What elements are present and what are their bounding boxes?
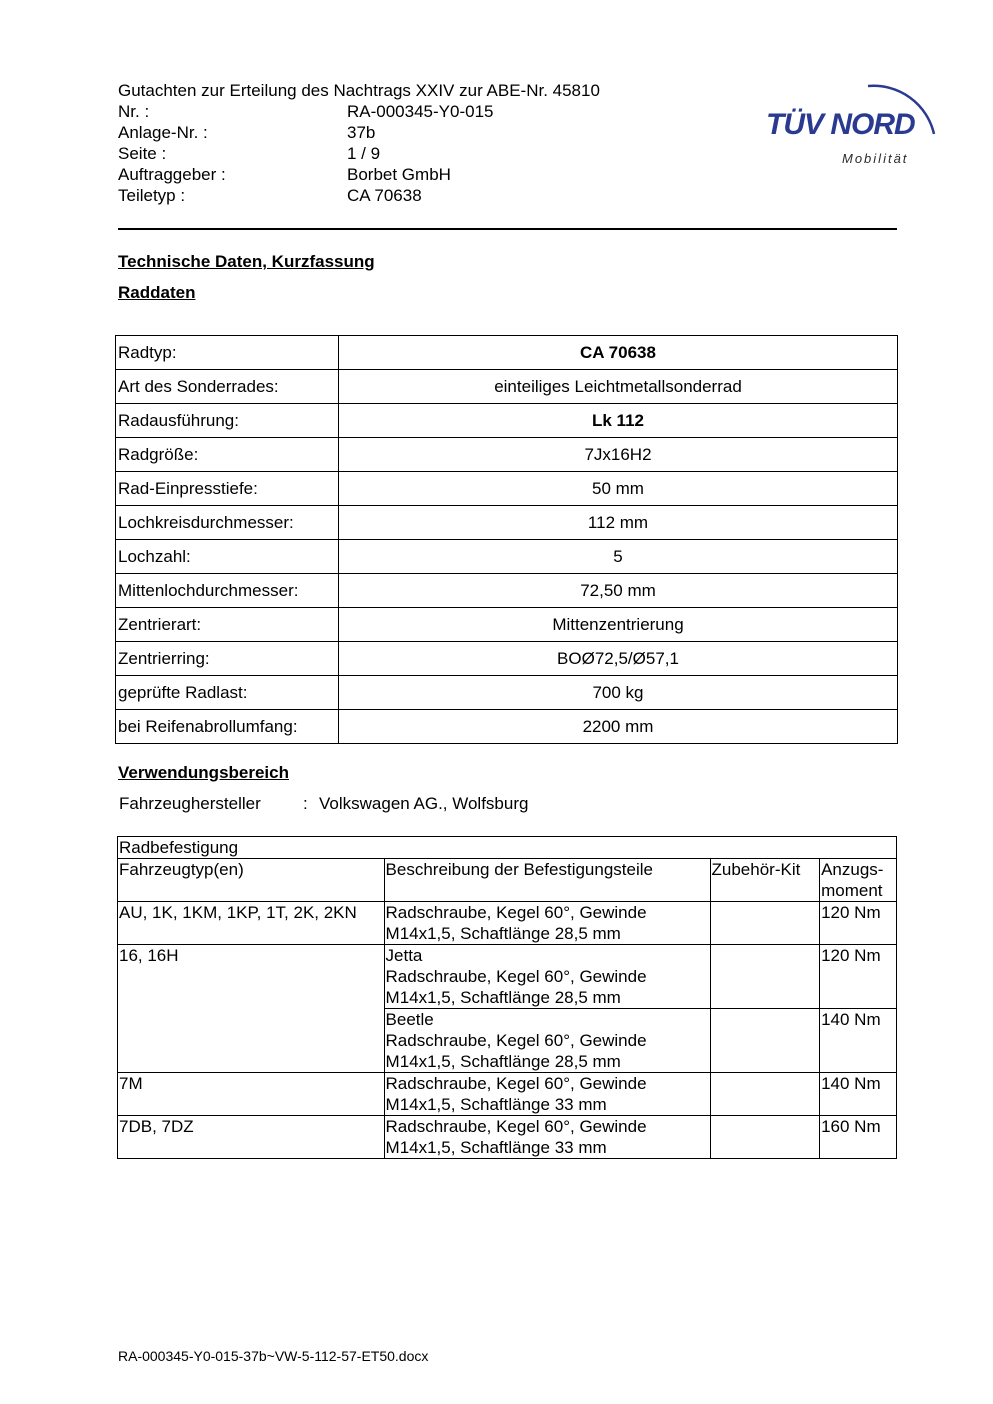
- moment-cell: 120 Nm: [820, 902, 897, 945]
- footer-filename: RA-000345-Y0-015-37b~VW-5-112-57-ET50.docx: [118, 1348, 429, 1364]
- beschreibung-cell: [384, 945, 710, 1009]
- row-label: Mittenlochdurchmesser:: [116, 574, 339, 608]
- header-row-anlage: [118, 122, 600, 143]
- description-line: M14x1,5, Schaftlänge 28,5 mm: [385, 924, 621, 943]
- hersteller-label: Fahrzeughersteller: [119, 794, 261, 813]
- description-line: Radschraube, Kegel 60°, Gewinde: [385, 1117, 647, 1136]
- table-title-row: [118, 837, 897, 859]
- header-value: Borbet GmbH: [347, 165, 451, 184]
- row-label: Art des Sonderrades:: [116, 370, 339, 404]
- description-line: Beetle: [385, 1010, 434, 1029]
- fahrzeugtyp-cell: 7M: [118, 1073, 385, 1116]
- table-row: [116, 710, 898, 744]
- beschreibung-cell: [384, 1073, 710, 1116]
- table-row: [116, 540, 898, 574]
- row-value: 72,50 mm: [339, 574, 898, 608]
- column-header-line: Anzugs-: [821, 860, 884, 879]
- table-row: [116, 676, 898, 710]
- beschreibung-cell: [384, 1009, 710, 1073]
- row-value: einteiliges Leichtmetallsonderrad: [339, 370, 898, 404]
- column-header-line: moment: [821, 881, 883, 900]
- table-row: [116, 370, 898, 404]
- description-line: M14x1,5, Schaftlänge 33 mm: [385, 1095, 607, 1114]
- row-value: CA 70638: [339, 336, 898, 370]
- document-header: [118, 80, 600, 206]
- header-value: RA-000345-Y0-015: [347, 102, 494, 121]
- section-raddaten-heading: Raddaten: [118, 283, 196, 302]
- description-line: Radschraube, Kegel 60°, Gewinde: [385, 1074, 647, 1093]
- description-line: Radschraube, Kegel 60°, Gewinde: [385, 1031, 647, 1050]
- description-line: M14x1,5, Schaftlänge 28,5 mm: [385, 988, 621, 1007]
- description-line: M14x1,5, Schaftlänge 33 mm: [385, 1138, 607, 1157]
- fahrzeugtyp-cell: AU, 1K, 1KM, 1KP, 1T, 2K, 2KN: [118, 902, 385, 945]
- row-label: Rad-Einpresstiefe:: [116, 472, 339, 506]
- kit-cell: [710, 945, 820, 1009]
- row-label: Lochzahl:: [116, 540, 339, 574]
- row-value: Mittenzentrierung: [339, 608, 898, 642]
- row-value: 7Jx16H2: [339, 438, 898, 472]
- row-value: 700 kg: [339, 676, 898, 710]
- column-header: [820, 859, 897, 902]
- row-label: geprüfte Radlast:: [116, 676, 339, 710]
- moment-cell: 140 Nm: [820, 1073, 897, 1116]
- header-divider: [118, 228, 897, 230]
- beschreibung-cell: [384, 902, 710, 945]
- table-title: Radbefestigung: [118, 837, 897, 859]
- hersteller-value: Volkswagen AG., Wolfsburg: [319, 794, 529, 813]
- table-row: [118, 1116, 897, 1159]
- table-row: [118, 902, 897, 945]
- moment-cell: 140 Nm: [820, 1009, 897, 1073]
- row-label: Zentrierring:: [116, 642, 339, 676]
- header-label: Teiletyp :: [118, 186, 186, 205]
- document-title: Gutachten zur Erteilung des Nachtrags XXIV zur ABE-Nr. 45810: [118, 81, 600, 100]
- header-label: Nr. :: [118, 102, 150, 121]
- row-value: 5: [339, 540, 898, 574]
- row-label: Radgröße:: [116, 438, 339, 472]
- header-row-auftraggeber: [118, 164, 600, 185]
- table-header-row: [118, 859, 897, 902]
- row-label: Lochkreisdurchmesser:: [116, 506, 339, 540]
- column-header: Zubehör-Kit: [710, 859, 820, 902]
- header-label: Seite :: [118, 144, 167, 163]
- column-header: Beschreibung der Befestigungsteile: [384, 859, 710, 902]
- table-row: [116, 506, 898, 540]
- row-label: bei Reifenabrollumfang:: [116, 710, 339, 744]
- description-line: M14x1,5, Schaftlänge 28,5 mm: [385, 1052, 621, 1071]
- kit-cell: [710, 1116, 820, 1159]
- kit-cell: [710, 1009, 820, 1073]
- moment-cell: 160 Nm: [820, 1116, 897, 1159]
- table-row: [116, 574, 898, 608]
- row-value: BOØ72,5/Ø57,1: [339, 642, 898, 676]
- table-row: [116, 336, 898, 370]
- table-row: [116, 438, 898, 472]
- description-line: Radschraube, Kegel 60°, Gewinde: [385, 903, 647, 922]
- table-row: [116, 608, 898, 642]
- header-value: CA 70638: [347, 186, 422, 205]
- header-value: 37b: [347, 123, 376, 142]
- description-line: Radschraube, Kegel 60°, Gewinde: [385, 967, 647, 986]
- table-row: [116, 642, 898, 676]
- fahrzeugtyp-cell: 16, 16H: [118, 945, 385, 1073]
- row-label: Zentrierart:: [116, 608, 339, 642]
- header-label: Auftraggeber :: [118, 165, 226, 184]
- row-value: Lk 112: [339, 404, 898, 438]
- table-row: [116, 404, 898, 438]
- header-row-nr: [118, 101, 600, 122]
- hersteller-line: [119, 794, 528, 814]
- header-row-teiletyp: [118, 185, 600, 206]
- row-value: 2200 mm: [339, 710, 898, 744]
- logo-sub-text: Mobilität: [842, 151, 909, 166]
- logo-brand-text: TÜV NORD: [766, 108, 915, 141]
- table-row: [118, 945, 897, 1009]
- befestigung-table: [117, 836, 897, 1159]
- fahrzeugtyp-cell: 7DB, 7DZ: [118, 1116, 385, 1159]
- header-label: Anlage-Nr. :: [118, 123, 208, 142]
- header-value: 1 / 9: [347, 144, 381, 163]
- section-verwendung-heading: Verwendungsbereich: [118, 763, 289, 782]
- row-label: Radausführung:: [116, 404, 339, 438]
- section-tech-heading: Technische Daten, Kurzfassung: [118, 252, 375, 271]
- column-header: Fahrzeugtyp(en): [118, 859, 385, 902]
- raddaten-table: [115, 335, 898, 744]
- row-value: 50 mm: [339, 472, 898, 506]
- row-value: 112 mm: [339, 506, 898, 540]
- description-line: Jetta: [385, 946, 423, 965]
- beschreibung-cell: [384, 1116, 710, 1159]
- header-row-seite: [118, 143, 600, 164]
- row-label: Radtyp:: [116, 336, 339, 370]
- hersteller-separator: :: [303, 794, 308, 813]
- kit-cell: [710, 1073, 820, 1116]
- table-row: [116, 472, 898, 506]
- kit-cell: [710, 902, 820, 945]
- moment-cell: 120 Nm: [820, 945, 897, 1009]
- table-row: [118, 1073, 897, 1116]
- tuev-nord-logo: [766, 56, 946, 176]
